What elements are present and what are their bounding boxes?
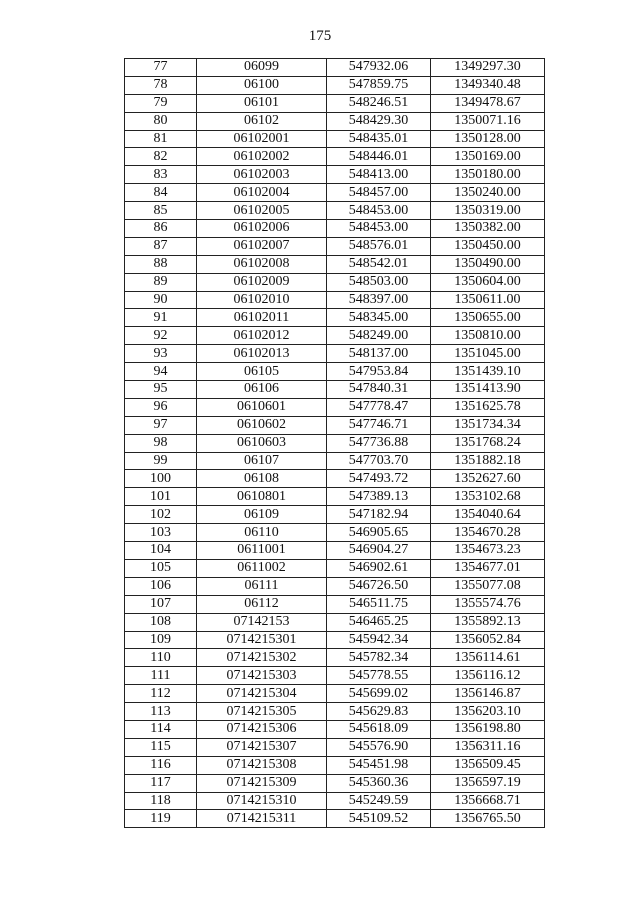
x-coordinate-cell: 548457.00	[327, 184, 431, 202]
table-row	[125, 255, 545, 273]
y-coordinate-cell: 1350490.00	[431, 255, 545, 273]
y-coordinate-cell: 1350655.00	[431, 309, 545, 327]
table-row	[125, 381, 545, 399]
table-row	[125, 756, 545, 774]
table-row	[125, 577, 545, 595]
y-coordinate-cell: 1356765.50	[431, 810, 545, 828]
table-row	[125, 810, 545, 828]
point-id-cell: 06107	[197, 452, 327, 470]
table-row	[125, 291, 545, 309]
table-row	[125, 452, 545, 470]
point-id-cell: 06102001	[197, 130, 327, 148]
table-row	[125, 649, 545, 667]
point-id-cell: 06100	[197, 76, 327, 94]
row-index-cell: 97	[125, 416, 197, 434]
x-coordinate-cell: 545782.34	[327, 649, 431, 667]
row-index-cell: 93	[125, 345, 197, 363]
y-coordinate-cell: 1356052.84	[431, 631, 545, 649]
x-coordinate-cell: 545778.55	[327, 667, 431, 685]
x-coordinate-cell: 547859.75	[327, 76, 431, 94]
x-coordinate-cell: 546511.75	[327, 595, 431, 613]
x-coordinate-cell: 545618.09	[327, 720, 431, 738]
y-coordinate-cell: 1356114.61	[431, 649, 545, 667]
y-coordinate-cell: 1354670.28	[431, 524, 545, 542]
x-coordinate-cell: 548413.00	[327, 166, 431, 184]
row-index-cell: 92	[125, 327, 197, 345]
y-coordinate-cell: 1354677.01	[431, 559, 545, 577]
table-row	[125, 506, 545, 524]
row-index-cell: 100	[125, 470, 197, 488]
x-coordinate-cell: 548137.00	[327, 345, 431, 363]
row-index-cell: 105	[125, 559, 197, 577]
page-number: 175	[308, 28, 332, 44]
row-index-cell: 98	[125, 434, 197, 452]
point-id-cell: 06112	[197, 595, 327, 613]
y-coordinate-cell: 1350128.00	[431, 130, 545, 148]
y-coordinate-cell: 1350180.00	[431, 166, 545, 184]
x-coordinate-cell: 547953.84	[327, 363, 431, 381]
x-coordinate-cell: 548503.00	[327, 273, 431, 291]
y-coordinate-cell: 1356203.10	[431, 703, 545, 721]
table-row	[125, 470, 545, 488]
y-coordinate-cell: 1352627.60	[431, 470, 545, 488]
row-index-cell: 101	[125, 488, 197, 506]
x-coordinate-cell: 545360.36	[327, 774, 431, 792]
y-coordinate-cell: 1350319.00	[431, 202, 545, 220]
table-row	[125, 792, 545, 810]
point-id-cell: 0714215305	[197, 703, 327, 721]
point-id-cell: 06109	[197, 506, 327, 524]
point-id-cell: 06102	[197, 112, 327, 130]
table-row	[125, 202, 545, 220]
row-index-cell: 103	[125, 524, 197, 542]
point-id-cell: 06102013	[197, 345, 327, 363]
y-coordinate-cell: 1350382.00	[431, 220, 545, 238]
row-index-cell: 87	[125, 237, 197, 255]
row-index-cell: 96	[125, 398, 197, 416]
x-coordinate-cell: 546465.25	[327, 613, 431, 631]
x-coordinate-cell: 548453.00	[327, 202, 431, 220]
x-coordinate-cell: 548453.00	[327, 220, 431, 238]
y-coordinate-cell: 1356668.71	[431, 792, 545, 810]
row-index-cell: 83	[125, 166, 197, 184]
y-coordinate-cell: 1355574.76	[431, 595, 545, 613]
x-coordinate-cell: 546905.65	[327, 524, 431, 542]
row-index-cell: 109	[125, 631, 197, 649]
point-id-cell: 06105	[197, 363, 327, 381]
row-index-cell: 80	[125, 112, 197, 130]
y-coordinate-cell: 1354040.64	[431, 506, 545, 524]
point-id-cell: 0610601	[197, 398, 327, 416]
point-id-cell: 0714215308	[197, 756, 327, 774]
row-index-cell: 81	[125, 130, 197, 148]
table-row	[125, 76, 545, 94]
row-index-cell: 112	[125, 685, 197, 703]
table-row	[125, 685, 545, 703]
y-coordinate-cell: 1350810.00	[431, 327, 545, 345]
table-row	[125, 434, 545, 452]
row-index-cell: 117	[125, 774, 197, 792]
point-id-cell: 0714215303	[197, 667, 327, 685]
y-coordinate-cell: 1351768.24	[431, 434, 545, 452]
row-index-cell: 99	[125, 452, 197, 470]
point-id-cell: 06099	[197, 59, 327, 77]
x-coordinate-cell: 547389.13	[327, 488, 431, 506]
x-coordinate-cell: 548446.01	[327, 148, 431, 166]
table-row	[125, 130, 545, 148]
point-id-cell: 06108	[197, 470, 327, 488]
point-id-cell: 0714215310	[197, 792, 327, 810]
row-index-cell: 85	[125, 202, 197, 220]
y-coordinate-cell: 1356146.87	[431, 685, 545, 703]
point-id-cell: 06102004	[197, 184, 327, 202]
x-coordinate-cell: 546902.61	[327, 559, 431, 577]
y-coordinate-cell: 1355077.08	[431, 577, 545, 595]
point-id-cell: 06102005	[197, 202, 327, 220]
point-id-cell: 07142153	[197, 613, 327, 631]
x-coordinate-cell: 545629.83	[327, 703, 431, 721]
y-coordinate-cell: 1350611.00	[431, 291, 545, 309]
point-id-cell: 0714215302	[197, 649, 327, 667]
point-id-cell: 0714215306	[197, 720, 327, 738]
row-index-cell: 111	[125, 667, 197, 685]
row-index-cell: 95	[125, 381, 197, 399]
point-id-cell: 0611001	[197, 542, 327, 560]
table-row	[125, 94, 545, 112]
x-coordinate-cell: 547493.72	[327, 470, 431, 488]
y-coordinate-cell: 1349297.30	[431, 59, 545, 77]
point-id-cell: 0611002	[197, 559, 327, 577]
point-id-cell: 06102006	[197, 220, 327, 238]
row-index-cell: 94	[125, 363, 197, 381]
table-row	[125, 345, 545, 363]
row-index-cell: 79	[125, 94, 197, 112]
table-row	[125, 542, 545, 560]
y-coordinate-cell: 1356198.80	[431, 720, 545, 738]
row-index-cell: 90	[125, 291, 197, 309]
table-row	[125, 220, 545, 238]
row-index-cell: 114	[125, 720, 197, 738]
row-index-cell: 110	[125, 649, 197, 667]
row-index-cell: 115	[125, 738, 197, 756]
table-row	[125, 595, 545, 613]
table-row	[125, 398, 545, 416]
point-id-cell: 06102010	[197, 291, 327, 309]
y-coordinate-cell: 1350169.00	[431, 148, 545, 166]
y-coordinate-cell: 1353102.68	[431, 488, 545, 506]
point-id-cell: 06102007	[197, 237, 327, 255]
y-coordinate-cell: 1350071.16	[431, 112, 545, 130]
table-row	[125, 613, 545, 631]
y-coordinate-cell: 1354673.23	[431, 542, 545, 560]
x-coordinate-cell: 545942.34	[327, 631, 431, 649]
x-coordinate-cell: 548542.01	[327, 255, 431, 273]
point-id-cell: 0714215309	[197, 774, 327, 792]
y-coordinate-cell: 1356116.12	[431, 667, 545, 685]
x-coordinate-cell: 547746.71	[327, 416, 431, 434]
x-coordinate-cell: 547932.06	[327, 59, 431, 77]
row-index-cell: 82	[125, 148, 197, 166]
x-coordinate-cell: 545249.59	[327, 792, 431, 810]
row-index-cell: 118	[125, 792, 197, 810]
y-coordinate-cell: 1349478.67	[431, 94, 545, 112]
row-index-cell: 86	[125, 220, 197, 238]
x-coordinate-cell: 547736.88	[327, 434, 431, 452]
table-row	[125, 720, 545, 738]
point-id-cell: 0714215301	[197, 631, 327, 649]
point-id-cell: 06102011	[197, 309, 327, 327]
table-row	[125, 416, 545, 434]
point-id-cell: 06102012	[197, 327, 327, 345]
point-id-cell: 0610801	[197, 488, 327, 506]
x-coordinate-cell: 545576.90	[327, 738, 431, 756]
row-index-cell: 119	[125, 810, 197, 828]
point-id-cell: 0714215307	[197, 738, 327, 756]
table-row	[125, 59, 545, 77]
x-coordinate-cell: 545451.98	[327, 756, 431, 774]
point-id-cell: 0610603	[197, 434, 327, 452]
x-coordinate-cell: 548429.30	[327, 112, 431, 130]
y-coordinate-cell: 1356509.45	[431, 756, 545, 774]
x-coordinate-cell: 548246.51	[327, 94, 431, 112]
table-row	[125, 774, 545, 792]
row-index-cell: 107	[125, 595, 197, 613]
row-index-cell: 106	[125, 577, 197, 595]
x-coordinate-cell: 547182.94	[327, 506, 431, 524]
y-coordinate-cell: 1351413.90	[431, 381, 545, 399]
x-coordinate-cell: 548435.01	[327, 130, 431, 148]
x-coordinate-cell: 546904.27	[327, 542, 431, 560]
table-row	[125, 273, 545, 291]
x-coordinate-cell: 547840.31	[327, 381, 431, 399]
x-coordinate-cell: 548397.00	[327, 291, 431, 309]
table-row	[125, 363, 545, 381]
table-row	[125, 327, 545, 345]
table-row	[125, 524, 545, 542]
x-coordinate-cell: 545699.02	[327, 685, 431, 703]
table-body	[125, 59, 545, 828]
row-index-cell: 77	[125, 59, 197, 77]
table-row	[125, 559, 545, 577]
table-row	[125, 631, 545, 649]
row-index-cell: 108	[125, 613, 197, 631]
table-row	[125, 112, 545, 130]
table-row	[125, 237, 545, 255]
y-coordinate-cell: 1351439.10	[431, 363, 545, 381]
y-coordinate-cell: 1356597.19	[431, 774, 545, 792]
table-row	[125, 309, 545, 327]
x-coordinate-cell: 548249.00	[327, 327, 431, 345]
x-coordinate-cell: 547703.70	[327, 452, 431, 470]
point-id-cell: 06106	[197, 381, 327, 399]
table-row	[125, 738, 545, 756]
point-id-cell: 06101	[197, 94, 327, 112]
row-index-cell: 78	[125, 76, 197, 94]
table-row	[125, 148, 545, 166]
coordinates-table	[124, 58, 545, 828]
point-id-cell: 06102002	[197, 148, 327, 166]
row-index-cell: 113	[125, 703, 197, 721]
x-coordinate-cell: 546726.50	[327, 577, 431, 595]
y-coordinate-cell: 1350450.00	[431, 237, 545, 255]
x-coordinate-cell: 548345.00	[327, 309, 431, 327]
y-coordinate-cell: 1350604.00	[431, 273, 545, 291]
x-coordinate-cell: 548576.01	[327, 237, 431, 255]
row-index-cell: 104	[125, 542, 197, 560]
row-index-cell: 84	[125, 184, 197, 202]
x-coordinate-cell: 547778.47	[327, 398, 431, 416]
table-row	[125, 488, 545, 506]
y-coordinate-cell: 1351045.00	[431, 345, 545, 363]
row-index-cell: 116	[125, 756, 197, 774]
row-index-cell: 102	[125, 506, 197, 524]
row-index-cell: 91	[125, 309, 197, 327]
table-row	[125, 667, 545, 685]
table-row	[125, 184, 545, 202]
table-row	[125, 166, 545, 184]
y-coordinate-cell: 1349340.48	[431, 76, 545, 94]
y-coordinate-cell: 1351882.18	[431, 452, 545, 470]
point-id-cell: 0610602	[197, 416, 327, 434]
point-id-cell: 0714215304	[197, 685, 327, 703]
x-coordinate-cell: 545109.52	[327, 810, 431, 828]
point-id-cell: 0714215311	[197, 810, 327, 828]
y-coordinate-cell: 1351625.78	[431, 398, 545, 416]
y-coordinate-cell: 1351734.34	[431, 416, 545, 434]
point-id-cell: 06102003	[197, 166, 327, 184]
point-id-cell: 06111	[197, 577, 327, 595]
y-coordinate-cell: 1356311.16	[431, 738, 545, 756]
point-id-cell: 06110	[197, 524, 327, 542]
y-coordinate-cell: 1350240.00	[431, 184, 545, 202]
y-coordinate-cell: 1355892.13	[431, 613, 545, 631]
point-id-cell: 06102008	[197, 255, 327, 273]
row-index-cell: 89	[125, 273, 197, 291]
row-index-cell: 88	[125, 255, 197, 273]
table-row	[125, 703, 545, 721]
point-id-cell: 06102009	[197, 273, 327, 291]
